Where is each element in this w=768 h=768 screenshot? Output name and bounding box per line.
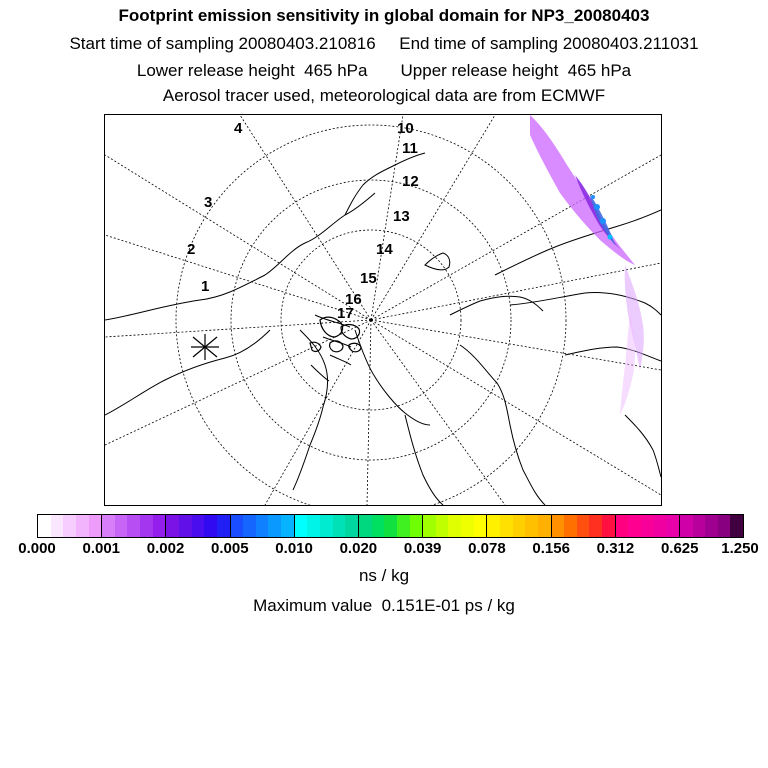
color-swatch xyxy=(666,515,679,537)
trajectory-label-15: 15 xyxy=(360,270,377,287)
trajectory-label-2: 2 xyxy=(187,241,196,258)
color-swatch xyxy=(397,515,410,537)
color-scale-tick-label: 0.005 xyxy=(211,540,249,557)
latitude-circle-outer xyxy=(176,125,566,505)
meridians xyxy=(105,115,661,505)
trajectory-label-11: 11 xyxy=(402,140,418,157)
color-scale-tick-label: 0.039 xyxy=(403,540,442,557)
release-height-line: Lower release height 465 hPa Upper release height 465 hPa xyxy=(136,61,632,80)
sampling-time-line: Start time of sampling 20080403.210816 End time of sampling 20080403.211031 xyxy=(69,34,699,53)
trajectory-label-14: 14 xyxy=(376,241,393,258)
coastline-scandinavia xyxy=(450,296,543,315)
color-scale-group xyxy=(231,515,295,537)
trajectory-labels xyxy=(187,120,419,322)
color-swatch xyxy=(359,515,372,537)
color-swatch xyxy=(231,515,244,537)
color-swatch xyxy=(345,515,358,537)
color-scale-group xyxy=(166,515,230,537)
color-scale-tick-label: 1.250 xyxy=(721,540,759,557)
unit-label: ns / kg xyxy=(358,566,410,585)
color-swatch xyxy=(281,515,294,537)
coastline-svalbard xyxy=(425,253,450,270)
color-scale-group xyxy=(616,515,680,537)
color-swatch xyxy=(38,515,51,537)
color-swatch xyxy=(307,515,320,537)
color-swatch xyxy=(602,515,615,537)
color-swatch xyxy=(115,515,128,537)
trajectory-label-3: 3 xyxy=(204,194,213,211)
color-swatch xyxy=(140,515,153,537)
color-scale-group xyxy=(552,515,616,537)
color-swatch xyxy=(436,515,449,537)
plot-title: Footprint emission sensitivity in global domain for NP3_20080403 xyxy=(118,6,650,25)
color-scale-tick-label: 0.156 xyxy=(532,540,570,557)
color-swatch xyxy=(423,515,436,537)
color-scale-tick-label: 0.020 xyxy=(339,540,378,557)
color-swatch xyxy=(730,515,743,537)
color-swatch xyxy=(552,515,565,537)
color-swatch xyxy=(295,515,308,537)
color-swatch xyxy=(63,515,76,537)
color-scale-tick-label: 0.010 xyxy=(275,540,313,557)
color-scale-group xyxy=(680,515,743,537)
maximum-value-label: Maximum value 0.151E-01 ps / kg xyxy=(253,596,515,615)
color-scale-tick-label: 0.625 xyxy=(660,540,699,557)
color-swatch xyxy=(372,515,385,537)
color-swatch xyxy=(102,515,115,537)
latitude-circles xyxy=(176,125,566,505)
color-swatch xyxy=(564,515,577,537)
color-scale-group xyxy=(423,515,487,537)
color-scale-group xyxy=(102,515,166,537)
color-swatch xyxy=(616,515,629,537)
color-swatch xyxy=(448,515,461,537)
color-swatch xyxy=(589,515,602,537)
color-swatch xyxy=(243,515,256,537)
color-swatch xyxy=(204,515,217,537)
color-swatch xyxy=(641,515,654,537)
coastline-north-atlantic xyxy=(405,415,443,505)
trajectory-label-12: 12 xyxy=(402,173,419,190)
color-swatch xyxy=(410,515,423,537)
trajectory-label-17: 17 xyxy=(337,305,354,322)
color-scale-group xyxy=(295,515,359,537)
color-scale-group xyxy=(38,515,102,537)
color-scale-tick-label: 0.002 xyxy=(146,540,185,557)
tracer-info-line: Aerosol tracer used, meteorological data are from ECMWF xyxy=(162,86,606,105)
coastline-asia-east xyxy=(625,415,661,477)
color-swatch xyxy=(89,515,102,537)
color-swatch xyxy=(192,515,205,537)
color-swatch xyxy=(513,515,526,537)
polar-map xyxy=(104,114,662,506)
trajectory-label-16: 16 xyxy=(345,291,362,308)
color-swatch xyxy=(217,515,230,537)
color-swatch xyxy=(127,515,140,537)
color-swatch xyxy=(654,515,667,537)
color-swatch xyxy=(500,515,513,537)
color-swatch xyxy=(268,515,281,537)
color-swatch xyxy=(333,515,346,537)
color-swatch xyxy=(577,515,590,537)
color-swatch xyxy=(384,515,397,537)
color-swatch xyxy=(256,515,269,537)
color-swatch xyxy=(51,515,64,537)
color-swatch xyxy=(474,515,487,537)
coastline-north-america xyxy=(105,193,375,320)
color-swatch xyxy=(705,515,718,537)
trajectory-label-13: 13 xyxy=(393,208,410,225)
color-scale-tick-label: 0.078 xyxy=(468,540,506,557)
color-scale-group xyxy=(487,515,551,537)
color-scale-tick-label: 0.312 xyxy=(596,540,635,557)
trajectory-label-1: 1 xyxy=(201,278,210,295)
color-scale-tick-label: 0.001 xyxy=(82,540,121,557)
color-swatch xyxy=(628,515,641,537)
color-swatch xyxy=(179,515,192,537)
coastline-russia xyxy=(495,210,661,275)
color-swatch xyxy=(680,515,693,537)
release-point-asterisk xyxy=(191,334,219,360)
color-swatch xyxy=(166,515,179,537)
coastline-greenland xyxy=(345,153,430,425)
color-swatch xyxy=(487,515,500,537)
coastline-siberia-south xyxy=(565,347,661,361)
color-swatch xyxy=(461,515,474,537)
coastline-alaska xyxy=(105,330,270,415)
color-swatch xyxy=(153,515,166,537)
color-swatch xyxy=(718,515,731,537)
color-scale-bar xyxy=(37,514,744,538)
color-scale-group xyxy=(359,515,423,537)
color-swatch xyxy=(525,515,538,537)
trajectory-label-10: 10 xyxy=(397,120,414,137)
emission-sensitivity-plume xyxy=(530,115,644,415)
color-swatch xyxy=(76,515,89,537)
color-swatch xyxy=(538,515,551,537)
color-swatch xyxy=(693,515,706,537)
color-swatch xyxy=(320,515,333,537)
trajectory-label-4: 4 xyxy=(234,120,243,137)
color-scale-tick-label: 0.000 xyxy=(18,540,56,557)
